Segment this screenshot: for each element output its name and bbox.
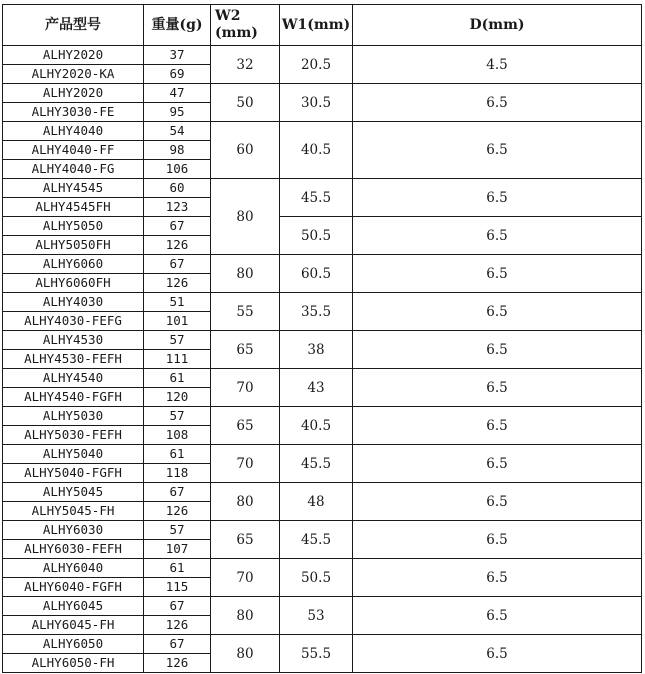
w2-cell: 70: [211, 369, 280, 407]
d-cell: 4.5: [353, 46, 642, 84]
w1-cell: 48: [280, 483, 353, 521]
weight-cell: 57: [144, 407, 211, 426]
d-cell: 6.5: [353, 597, 642, 635]
w2-cell: 32: [211, 46, 280, 84]
model-cell: ALHY6050: [3, 635, 144, 654]
weight-cell: 67: [144, 217, 211, 236]
weight-cell: 69: [144, 65, 211, 84]
model-cell: ALHY6045: [3, 597, 144, 616]
model-cell: ALHY4040-FF: [3, 141, 144, 160]
w2-cell: 80: [211, 597, 280, 635]
model-cell: ALHY6050-FH: [3, 654, 144, 673]
table-row: [3, 293, 642, 312]
weight-cell: 61: [144, 445, 211, 464]
table-row: [3, 521, 642, 540]
w1-cell: 43: [280, 369, 353, 407]
weight-cell: 98: [144, 141, 211, 160]
model-cell: ALHY4040-FG: [3, 160, 144, 179]
weight-cell: 126: [144, 654, 211, 673]
w1-cell: 45.5: [280, 445, 353, 483]
d-cell: 6.5: [353, 255, 642, 293]
weight-cell: 61: [144, 559, 211, 578]
table-row: [3, 217, 642, 236]
d-cell: 6.5: [353, 521, 642, 559]
weight-cell: 118: [144, 464, 211, 483]
model-cell: ALHY4540: [3, 369, 144, 388]
spec-table: [2, 4, 642, 673]
weight-cell: 67: [144, 483, 211, 502]
w2-cell: 60: [211, 122, 280, 179]
weight-cell: 57: [144, 521, 211, 540]
weight-cell: 67: [144, 255, 211, 274]
w2-cell: 80: [211, 179, 280, 255]
model-cell: ALHY4530: [3, 331, 144, 350]
table-row: [3, 179, 642, 198]
model-cell: ALHY6030: [3, 521, 144, 540]
w1-cell: 60.5: [280, 255, 353, 293]
table-row: [3, 483, 642, 502]
weight-cell: 67: [144, 597, 211, 616]
model-cell: ALHY2020: [3, 46, 144, 65]
w2-cell: 70: [211, 445, 280, 483]
d-cell: 6.5: [353, 407, 642, 445]
w1-cell: 30.5: [280, 84, 353, 122]
weight-cell: 61: [144, 369, 211, 388]
w1-cell: 50.5: [280, 217, 353, 255]
weight-cell: 101: [144, 312, 211, 331]
model-cell: ALHY2020-KA: [3, 65, 144, 84]
d-cell: 6.5: [353, 217, 642, 255]
model-cell: ALHY4530-FEFH: [3, 350, 144, 369]
weight-cell: 115: [144, 578, 211, 597]
header-d: D(mm): [353, 5, 642, 46]
weight-cell: 54: [144, 122, 211, 141]
w1-cell: 20.5: [280, 46, 353, 84]
weight-cell: 126: [144, 236, 211, 255]
d-cell: 6.5: [353, 293, 642, 331]
d-cell: 6.5: [353, 331, 642, 369]
header-model: 产品型号: [3, 5, 144, 46]
weight-cell: 126: [144, 616, 211, 635]
model-cell: ALHY5045-FH: [3, 502, 144, 521]
model-cell: ALHY6060: [3, 255, 144, 274]
w2-cell: 65: [211, 521, 280, 559]
d-cell: 6.5: [353, 84, 642, 122]
d-cell: 6.5: [353, 635, 642, 673]
weight-cell: 111: [144, 350, 211, 369]
table-row: [3, 407, 642, 426]
w2-cell: 50: [211, 84, 280, 122]
weight-cell: 107: [144, 540, 211, 559]
model-cell: ALHY5040: [3, 445, 144, 464]
table-row: [3, 369, 642, 388]
weight-cell: 120: [144, 388, 211, 407]
w2-cell: 80: [211, 255, 280, 293]
model-cell: ALHY6030-FEFH: [3, 540, 144, 559]
d-cell: 6.5: [353, 369, 642, 407]
model-cell: ALHY3030-FE: [3, 103, 144, 122]
w2-cell: 55: [211, 293, 280, 331]
header-weight: 重量(g): [144, 5, 211, 46]
model-cell: ALHY4040: [3, 122, 144, 141]
model-cell: ALHY6040: [3, 559, 144, 578]
table-row: [3, 635, 642, 654]
table-row: [3, 331, 642, 350]
d-cell: 6.5: [353, 483, 642, 521]
model-cell: ALHY5050: [3, 217, 144, 236]
model-cell: ALHY6045-FH: [3, 616, 144, 635]
weight-cell: 126: [144, 274, 211, 293]
model-cell: ALHY4030-FEFG: [3, 312, 144, 331]
w1-cell: 55.5: [280, 635, 353, 673]
header-w2: W2 (mm): [211, 5, 280, 46]
d-cell: 6.5: [353, 122, 642, 179]
w2-cell: 65: [211, 331, 280, 369]
table-row: [3, 445, 642, 464]
d-cell: 6.5: [353, 559, 642, 597]
weight-cell: 37: [144, 46, 211, 65]
weight-cell: 47: [144, 84, 211, 103]
d-cell: 6.5: [353, 179, 642, 217]
weight-cell: 60: [144, 179, 211, 198]
w1-cell: 38: [280, 331, 353, 369]
model-cell: ALHY4545: [3, 179, 144, 198]
w2-cell: 80: [211, 483, 280, 521]
table-row: [3, 46, 642, 65]
table-row: [3, 255, 642, 274]
d-cell: 6.5: [353, 445, 642, 483]
weight-cell: 126: [144, 502, 211, 521]
header-row: [3, 5, 642, 46]
table-row: [3, 122, 642, 141]
table-row: [3, 559, 642, 578]
weight-cell: 95: [144, 103, 211, 122]
model-cell: ALHY6040-FGFH: [3, 578, 144, 597]
w1-cell: 50.5: [280, 559, 353, 597]
model-cell: ALHY5050FH: [3, 236, 144, 255]
model-cell: ALHY5040-FGFH: [3, 464, 144, 483]
w2-cell: 70: [211, 559, 280, 597]
table-row: [3, 597, 642, 616]
model-cell: ALHY4545FH: [3, 198, 144, 217]
weight-cell: 51: [144, 293, 211, 312]
model-cell: ALHY6060FH: [3, 274, 144, 293]
model-cell: ALHY4030: [3, 293, 144, 312]
weight-cell: 108: [144, 426, 211, 445]
model-cell: ALHY2020: [3, 84, 144, 103]
w1-cell: 35.5: [280, 293, 353, 331]
weight-cell: 106: [144, 160, 211, 179]
weight-cell: 67: [144, 635, 211, 654]
weight-cell: 123: [144, 198, 211, 217]
table-row: [3, 84, 642, 103]
w1-cell: 45.5: [280, 179, 353, 217]
w1-cell: 40.5: [280, 122, 353, 179]
w1-cell: 45.5: [280, 521, 353, 559]
w1-cell: 40.5: [280, 407, 353, 445]
model-cell: ALHY4540-FGFH: [3, 388, 144, 407]
w2-cell: 80: [211, 635, 280, 673]
model-cell: ALHY5030-FEFH: [3, 426, 144, 445]
w2-cell: 65: [211, 407, 280, 445]
weight-cell: 57: [144, 331, 211, 350]
w1-cell: 53: [280, 597, 353, 635]
header-w1: W1(mm): [280, 5, 353, 46]
model-cell: ALHY5030: [3, 407, 144, 426]
model-cell: ALHY5045: [3, 483, 144, 502]
